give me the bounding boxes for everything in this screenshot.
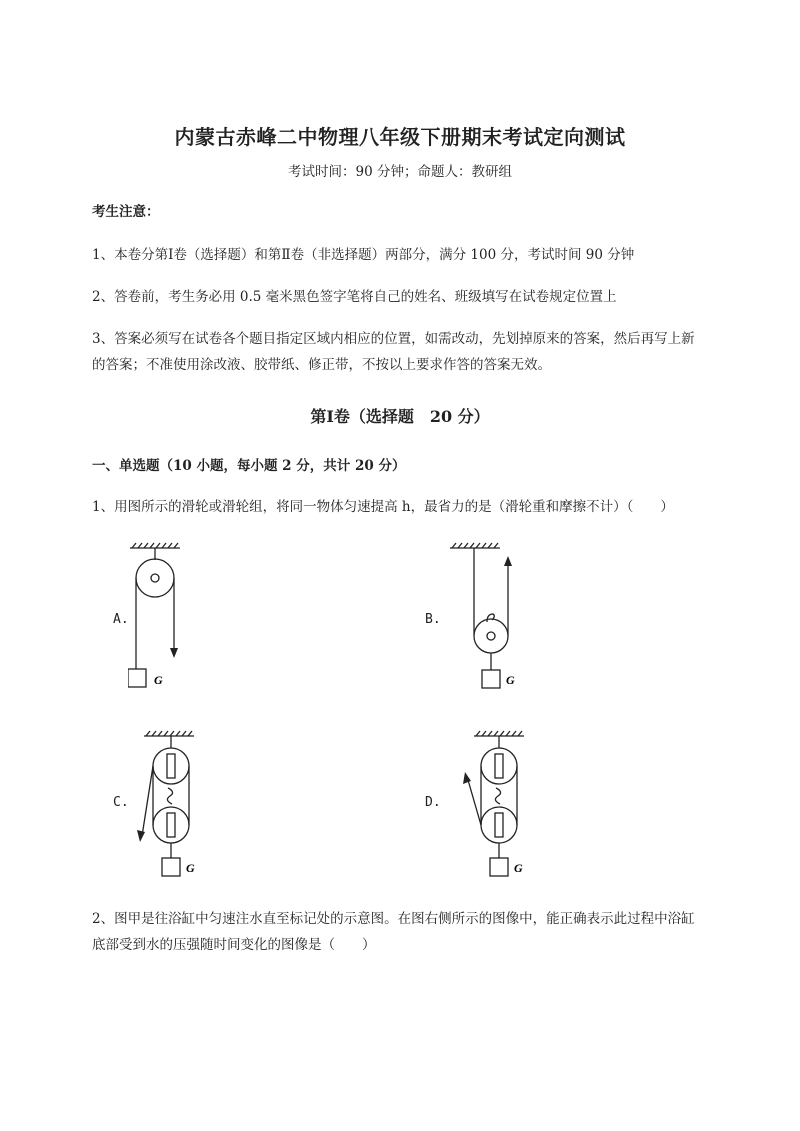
- notice-item-1: 1、本卷分第Ⅰ卷（选择题）和第Ⅱ卷（非选择题）两部分，满分 100 分，考试时间 90 分钟: [92, 247, 635, 263]
- notice-item-3-cont: 的答案；不准使用涂改液、胶带纸、修正带，不按以上要求作答的答案无效。: [92, 357, 551, 373]
- section-title: 第Ⅰ卷（选择题 20 分）: [310, 407, 490, 426]
- question-2-text-cont: 底部受到水的压强随时间变化的图像是（ ）: [92, 937, 376, 953]
- option-d-label[interactable]: D.: [425, 795, 441, 810]
- weight-label-a: G: [154, 673, 163, 687]
- page-title: 内蒙古赤峰二中物理八年级下册期末考试定向测试: [174, 125, 626, 149]
- pulley-figure-c: [134, 728, 214, 880]
- weight-label-b: G: [506, 673, 515, 687]
- question-2-text: 2、图甲是往浴缸中匀速注水直至标记处的示意图。在图右侧所示的图像中，能正确表示此过程中浴缸: [92, 911, 695, 927]
- part-title: 一、单选题（10 小题，每小题 2 分，共计 20 分）: [92, 458, 406, 474]
- weight-label-d: G: [514, 861, 523, 875]
- notice-item-2: 2、答卷前，考生务必用 0.5 毫米黑色签字笔将自己的姓名、班级填写在试卷规定位置上: [92, 289, 617, 305]
- question-1-text: 1、用图所示的滑轮或滑轮组，将同一物体匀速提高 h，最省力的是（滑轮重和摩擦不计）（ ）: [92, 499, 674, 515]
- notice-heading: 考生注意：: [92, 204, 160, 220]
- pulley-figure-b: [450, 540, 525, 692]
- exam-info: 考试时间：90 分钟；命题人：教研组: [288, 164, 512, 180]
- option-c-label[interactable]: C.: [113, 795, 129, 810]
- pulley-figure-a: [128, 540, 198, 692]
- option-b-label[interactable]: B.: [425, 612, 441, 627]
- option-a-label[interactable]: A.: [113, 612, 129, 627]
- pulley-figure-d: [452, 728, 532, 880]
- weight-label-c: G: [186, 861, 195, 875]
- notice-item-3: 3、答案必须写在试卷各个题目指定区域内相应的位置，如需改动，先划掉原来的答案，然后再写上新: [92, 331, 695, 347]
